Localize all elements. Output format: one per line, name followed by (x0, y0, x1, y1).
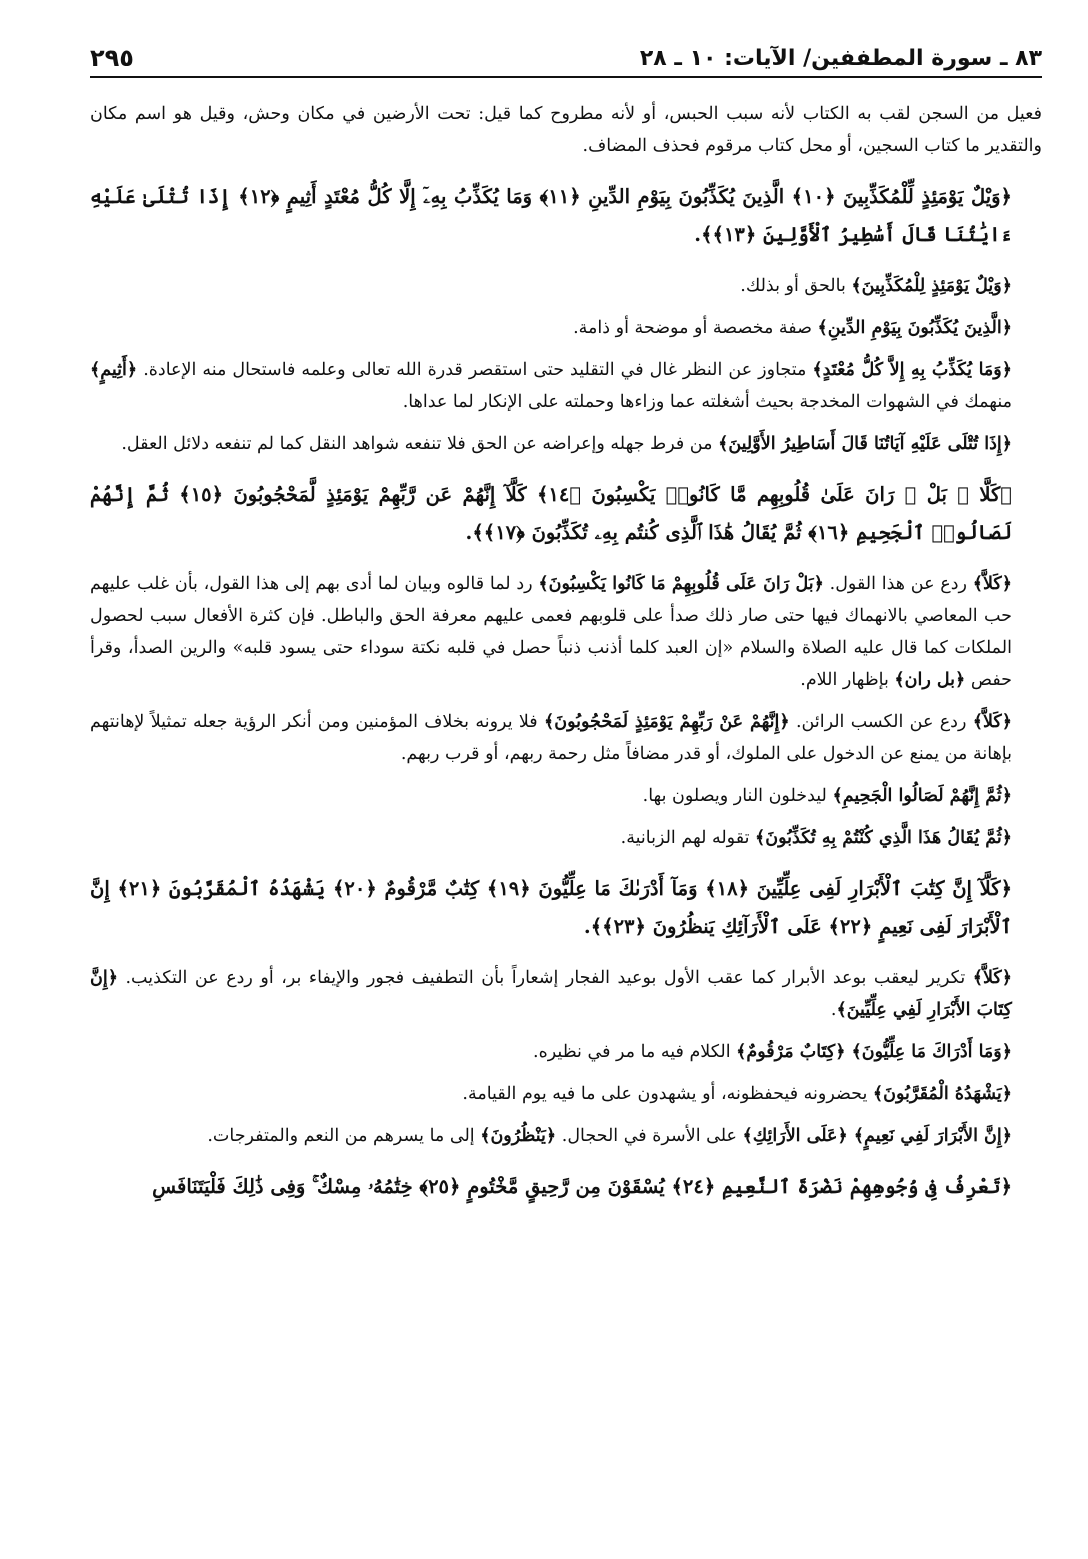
commentary-text: صفة مخصصة أو موضحة أو ذامة. (573, 318, 818, 338)
commentary-text: يحضرونه فيحفظونه، أو يشهدون على ما فيه يوم القيامة. (462, 1084, 873, 1104)
quran-verse-block (90, 870, 1042, 946)
quran-quote: ﴿إِنَّ كِتَابَ الأَبْرَارِ لَفِي عِلِّيِّينَ﴾ (90, 968, 1012, 1020)
commentary-text: رد لما قالوه وبيان لما أدى بهم إلى هذا القول، بأن غلب عليهم حب المعاصي بالانهماك فيها حتى صار ذلك صدأ على قلوبهم فعمى عليهم معرفة الحق والباطل. فإن كثرة الأفعال سبب لحصول الملكات كما قال عليه الصلاة والسلام «إن العبد كلما أذنب ذنباً حصل في قلبه نكتة سوداء حتى يسود قلبه» والرين الصدأ، وقرأ حفص (90, 574, 1012, 690)
quran-quote: ﴿وَمَا يُكَذِّبُ بِهِ إِلاَّ كُلُّ مُعْتَدٍ﴾ (812, 360, 1012, 380)
commentary-paragraph (90, 1078, 1042, 1110)
commentary-paragraph (90, 98, 1042, 162)
quran-quote: ﴿بل ران﴾ (894, 670, 966, 690)
quran-quote: ﴿إِنَّ الأَبْرَارَ لَفِي نَعِيمٍ﴾ ﴿عَلَى الأَرَائِكِ﴾ (742, 1126, 1012, 1146)
quran-quote: ﴿تَعْرِفُ فِى وُجُوهِهِمْ نَضْرَةَ ٱلنَّعِيمِ ﴿٢٤﴾ يُسْقَوْنَ مِن رَّحِيقٍ مَّخْتُومٍ ﴿٢٥﴾ خِتَٰمُهُۥ مِسْكٌ ۚ وَفِى ذَٰلِكَ فَلْيَتَنَافَسِ (152, 1175, 1012, 1198)
page-number: ٢٩٥ (90, 44, 134, 72)
commentary-paragraph (90, 428, 1042, 460)
quran-quote: ﴿كَلاَّ﴾ (972, 712, 1013, 732)
quran-quote: ﴿الَّذِينَ يُكَذِّبُونَ بِيَوْمِ الدِّينِ﴾ (817, 318, 1012, 338)
commentary-paragraph (90, 962, 1042, 1026)
quran-quote: ﴿كَلَّا ۖ بَلْ ۜ رَانَ عَلَىٰ قُلُوبِهِم مَّا كَانُوا۟ يَكْسِبُونَ ﴿١٤﴾ كَلَّآ إِنَّهُمْ عَن رَّبِّهِمْ يَوْمَئِذٍ لَّمَحْجُوبُونَ ﴿١٥﴾ ثُمَّ إِنَّهُمْ لَصَالُوا۟ ٱلْجَحِيمِ ﴿١٦﴾ ثُمَّ يُقَالُ هَٰذَا ٱلَّذِى كُنتُم بِهِۦ تُكَذِّبُونَ ﴿١٧﴾﴾. (90, 483, 1012, 544)
quran-quote: ﴿كَلاَّ﴾ (972, 968, 1012, 988)
quran-quote: ﴿إِذَا تُتْلَى عَلَيْهِ آيَاتُنَا قَالَ أَسَاطِيرُ الأَوَّلِينَ﴾ (718, 434, 1012, 454)
commentary-paragraph (90, 1120, 1042, 1152)
commentary-text: بإظهار اللام. (800, 670, 895, 690)
quran-quote: ﴿كَلاَّ﴾ (972, 574, 1012, 594)
book-page (90, 40, 1042, 1540)
quran-quote: ﴿يَشْهَدُهُ الْمُقَرَّبُونَ﴾ (872, 1084, 1012, 1104)
quran-quote: ﴿وَمَا أَدْرَاكَ مَا عِلِّيُّونَ﴾ ﴿كِتَابٌ مَرْقُومٌ﴾ (736, 1042, 1012, 1062)
quran-verse-block (90, 1168, 1042, 1206)
commentary-text: إلى ما يسرهم من النعم والمتفرجات. (207, 1126, 481, 1146)
commentary-text: . (830, 1000, 837, 1020)
quran-quote: ﴿أَثِيمٍ﴾ (90, 360, 138, 380)
commentary-text: الكلام فيه ما مر في نظيره. (533, 1042, 737, 1062)
commentary-text: متجاوز عن النظر غال في التقليد حتى استقصر قدرة الله تعالى وعلمه فاستحال منه الإعادة. (137, 360, 813, 380)
running-title: ٨٣ ـ سورة المطففين/ الآيات: ١٠ ـ ٢٨ (639, 46, 1042, 71)
commentary-paragraph (90, 822, 1042, 854)
page-header (90, 40, 1042, 78)
commentary-paragraph (90, 270, 1042, 302)
quran-verse-block (90, 476, 1042, 552)
commentary-paragraph (90, 1036, 1042, 1068)
quran-quote: ﴿وَيْلٌ يَوْمَئِذٍ لِلْمُكَذِّبِينَ﴾ (851, 276, 1012, 296)
quran-quote: ﴿ثُمَّ يُقَالُ هَذَا الَّذِي كُنْتُمْ بِهِ تُكَذِّبُونَ﴾ (755, 828, 1012, 848)
commentary-paragraph (90, 568, 1042, 696)
commentary-paragraph (90, 706, 1042, 770)
quran-quote: ﴿ثُمَّ إِنَّهُمْ لَصَالُوا الْجَحِيمِ﴾ (832, 786, 1012, 806)
commentary-paragraph (90, 354, 1042, 418)
commentary-text: تقوله لهم الزبانية. (620, 828, 756, 848)
quran-quote: ﴿وَيْلٌ يَوْمَئِذٍ لِّلْمُكَذِّبِينَ ﴿١٠﴾ الَّذِينَ يُكَذِّبُونَ بِيَوْمِ الدِّينِ ﴿١١﴾ وَمَا يُكَذِّبُ بِهِۦٓ إِلَّا كُلُّ مُعْتَدٍ أَثِيمٍ ﴿١٢﴾ إِذَا تُتْلَىٰ عَلَيْهِ ءَايَٰتُنَا قَالَ أَسَٰطِيرُ ٱلْأَوَّلِينَ ﴿١٣﴾﴾. (90, 185, 1012, 246)
commentary-text: من فرط جهله وإعراضه عن الحق فلا تنفعه شواهد النقل كما لم تنفعه دلائل العقل. (121, 434, 719, 454)
commentary-text: ردع عن الكسب الرائن. (789, 712, 973, 732)
commentary-text: فعيل من السجن لقب به الكتاب لأنه سبب الحبس، أو لأنه مطروح كما قيل: تحت الأرضين في مكان وحش، وقيل هو اسم مكان والتقدير ما كتاب السجين، أو محل كتاب مرقوم فحذف المضاف. (90, 104, 1042, 156)
commentary-text: ردع عن هذا القول. (823, 574, 973, 594)
quran-quote: ﴿كَلَّآ إِنَّ كِتَٰبَ ٱلْأَبْرَارِ لَفِى عِلِّيِّينَ ﴿١٨﴾ وَمَآ أَدْرَىٰكَ مَا عِلِّيُّونَ ﴿١٩﴾ كِتَٰبٌ مَّرْقُومٌ ﴿٢٠﴾ يَشْهَدُهُ ٱلْمُقَرَّبُونَ ﴿٢١﴾ إِنَّ ٱلْأَبْرَارَ لَفِى نَعِيمٍ ﴿٢٢﴾ عَلَى ٱلْأَرَآئِكِ يَنظُرُونَ ﴿٢٣﴾﴾. (90, 877, 1013, 938)
commentary-text: على الأسرة في الحجال. (556, 1126, 743, 1146)
commentary-text: منهمك في الشهوات المخدجة بحيث أشغلته عما وزاءها وحملته على الإنكار لما عداها. (402, 392, 1012, 412)
quran-quote: ﴿إِنَّهُمْ عَنْ رَبِّهِمْ يَوْمَئِذٍ لَمَحْجُوبُونَ﴾ (543, 712, 790, 732)
commentary-text: فلا يرونه بخلاف المؤمنين ومن أنكر الرؤية جعله تمثيلاً لإهانتهم بإهانة من يمنع عن الدخول على الملوك، أو قدر مضافاً مثل رحمة ربهم، أو قرب ربهم. (90, 712, 1012, 764)
quran-quote: ﴿بَلْ رَانَ عَلَى قُلُوبِهِمْ مَا كَانُوا يَكْسِبُونَ﴾ (538, 574, 824, 594)
commentary-text: بالحق أو بذلك. (740, 276, 852, 296)
page-body (90, 98, 1042, 1206)
commentary-paragraph (90, 312, 1042, 344)
commentary-text: تكرير ليعقب بوعد الأبرار كما عقب الأول بوعيد الفجار إشعاراً بأن التطفيف فجور والإيفاء بر، أو ردع عن التكذيب. (117, 968, 973, 988)
commentary-text: ليدخلون النار ويصلون بها. (642, 786, 833, 806)
quran-verse-block (90, 178, 1042, 254)
quran-quote: ﴿يَنْظُرُونَ﴾ (480, 1126, 557, 1146)
commentary-paragraph (90, 780, 1042, 812)
